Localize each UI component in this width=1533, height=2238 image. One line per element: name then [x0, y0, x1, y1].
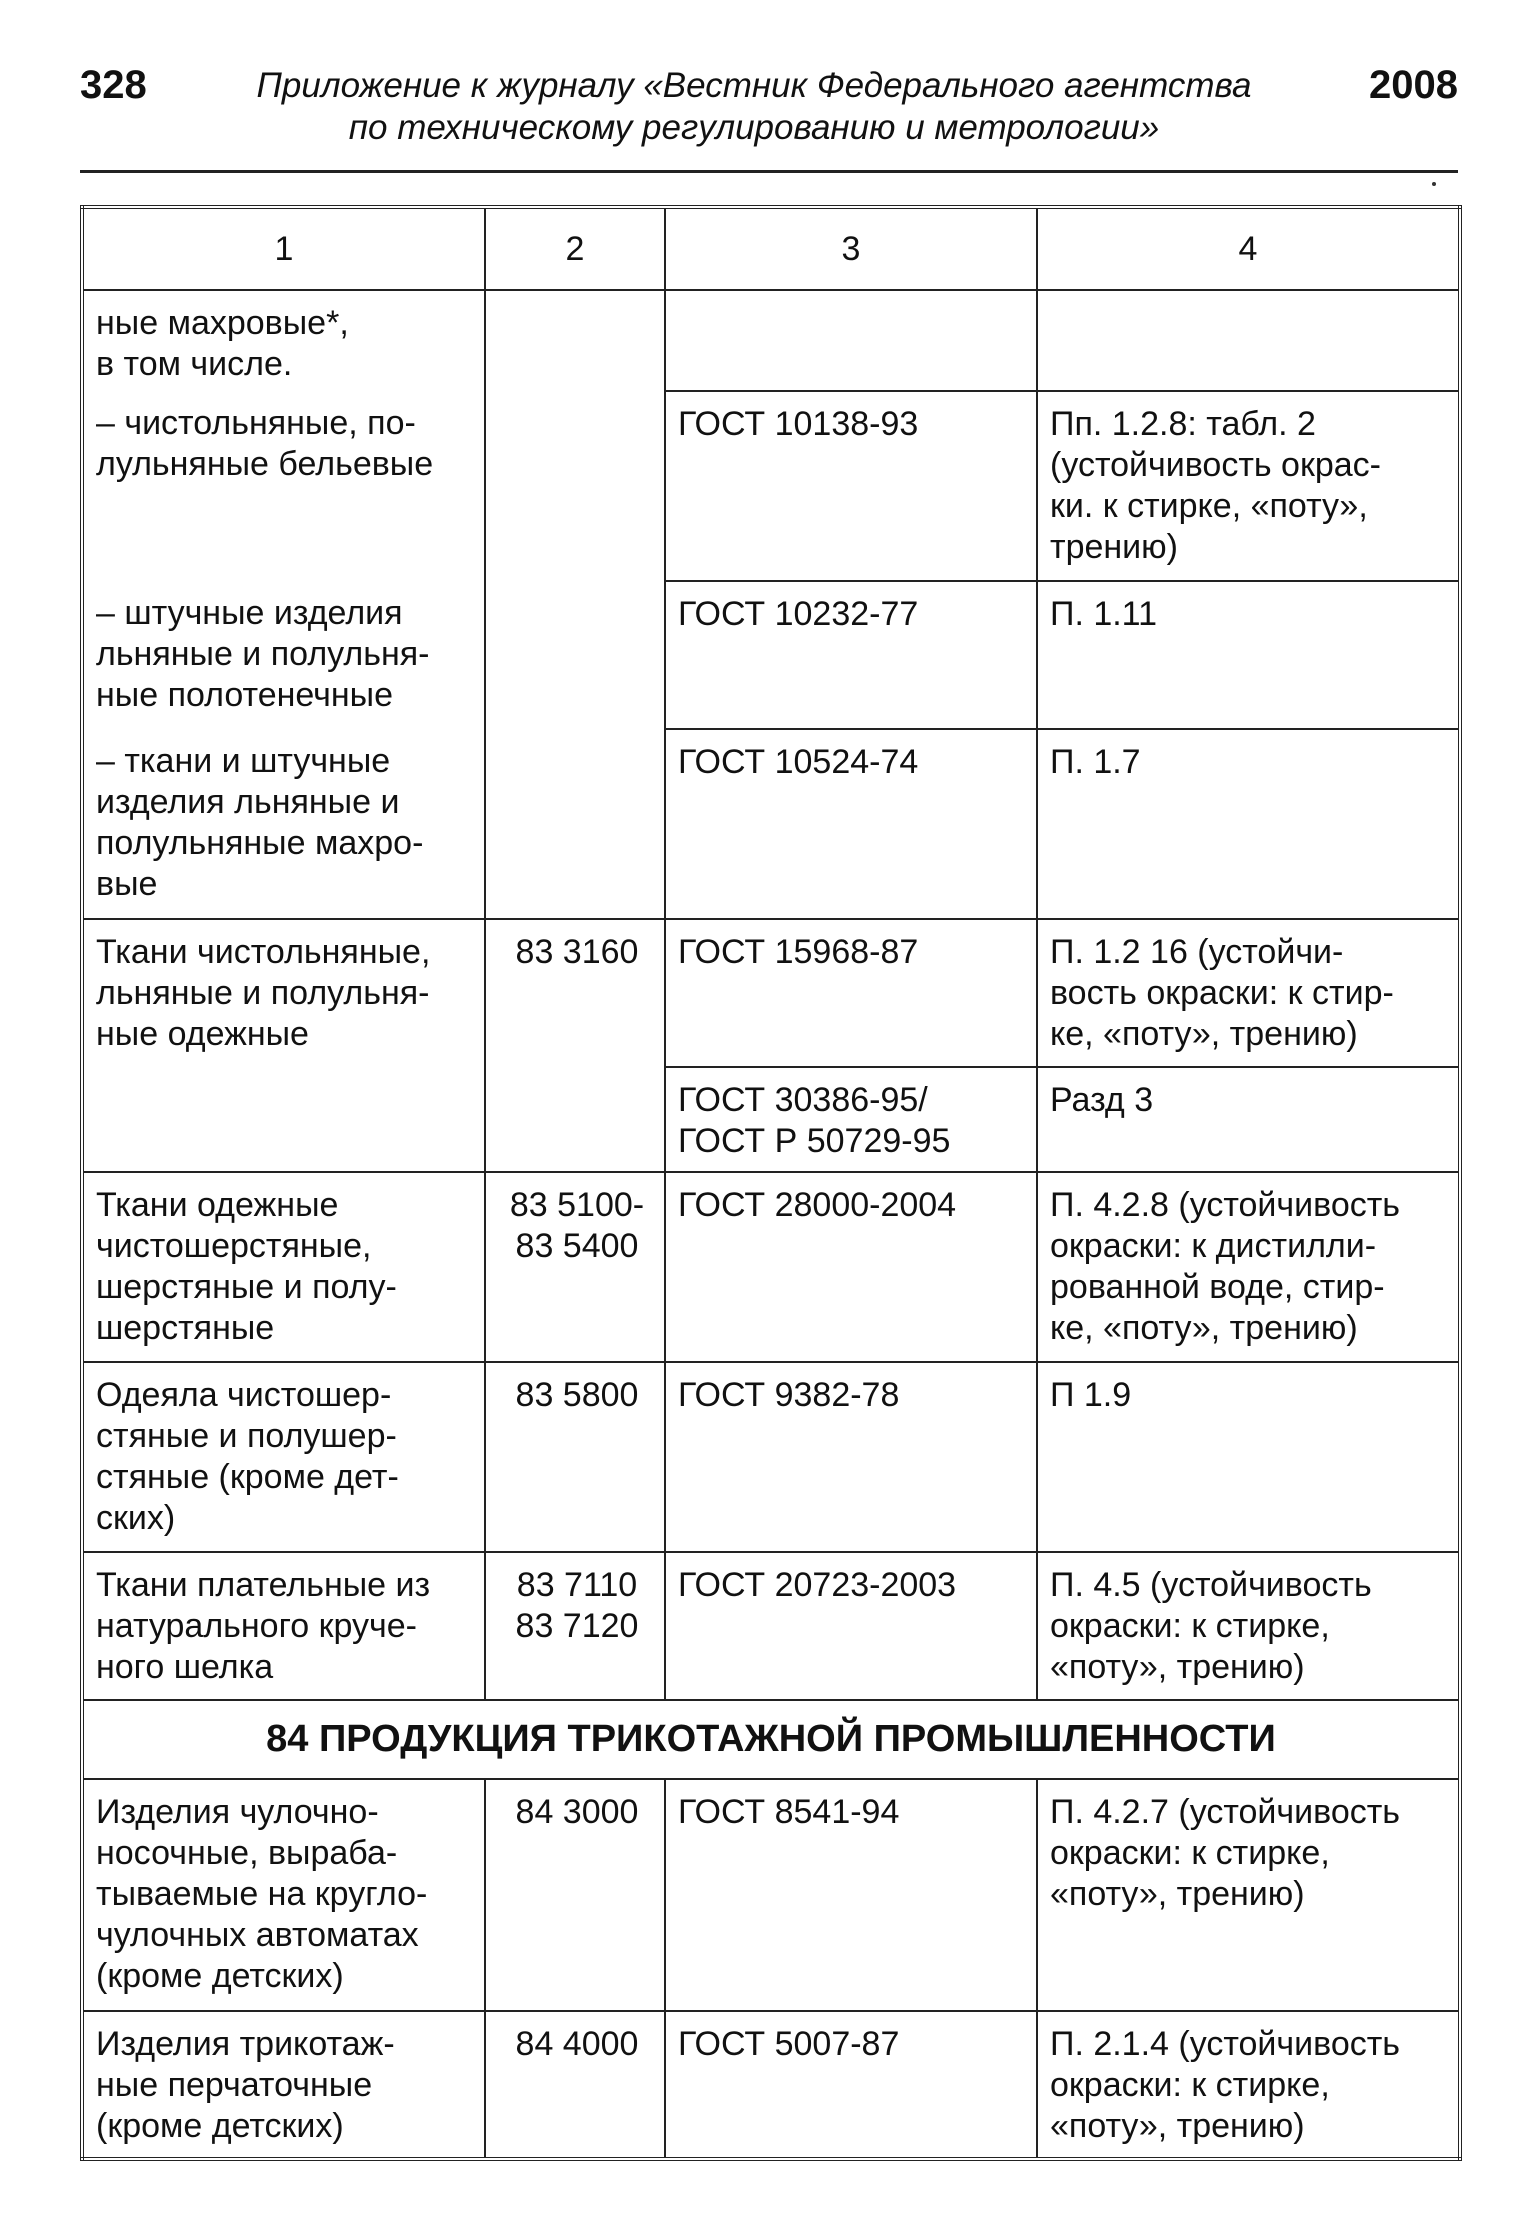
clause-text: Пп. 1.2.8: табл. 2 (устойчивость окрас- ки. к стирке, «поту», трению) [1050, 405, 1381, 566]
product-text: ные махровые*, в том числе. [96, 304, 349, 383]
column-header-4: 4 [1037, 207, 1460, 290]
standard-cell [665, 2011, 1037, 2159]
table-row [82, 1172, 1460, 1362]
table-row [82, 2011, 1460, 2159]
standard-cell [665, 1362, 1037, 1552]
clause-text: П. 1.11 [1050, 595, 1157, 633]
clause-cell [1037, 1067, 1460, 1172]
clause-cell [1037, 1552, 1460, 1700]
standard-cell [665, 729, 1037, 919]
standard-cell [665, 290, 1037, 391]
table-row [82, 290, 1460, 391]
standard-cell [665, 919, 1037, 1067]
clause-text: П. 4.2.8 (устойчивость окраски: к дистилли- рованной воде, стир- ке, «поту», трению) [1050, 1186, 1401, 1347]
code-cell [485, 1552, 665, 1700]
publication-year: 2008 [1369, 63, 1458, 107]
standard-cell [665, 581, 1037, 729]
table-header-row [82, 207, 1460, 290]
journal-title-line-2: по техническому регулированию и метрологии» [348, 108, 1160, 147]
clause-cell [1037, 1362, 1460, 1552]
page-header [80, 55, 1458, 165]
standard-cell [665, 1067, 1037, 1172]
code-cell [485, 2011, 665, 2159]
product-cell [82, 2011, 485, 2159]
clause-cell [1037, 290, 1460, 391]
standards-table [80, 205, 1462, 2161]
standard-cell [665, 1552, 1037, 1700]
product-text: Изделия чулочно- носочные, выраба- тываемые на кругло- чулочных автоматах (кроме детских) [96, 1793, 428, 1995]
journal-title [190, 65, 1318, 149]
clause-text: П. 4.2.7 (устойчивость окраски: к стирке, «поту», трению) [1050, 1793, 1401, 1913]
standard-text: ГОСТ 30386-95/ ГОСТ Р 50729-95 [678, 1081, 951, 1160]
clause-cell [1037, 919, 1460, 1067]
table-row [82, 391, 1460, 581]
column-header-2: 2 [485, 207, 665, 290]
product-text: Ткани чистольняные, льняные и полульня- ные одежные [96, 933, 431, 1053]
code-cell [485, 919, 665, 1172]
product-cell [82, 729, 485, 919]
table-row [82, 1779, 1460, 2011]
standard-text: ГОСТ 8541-94 [678, 1793, 900, 1831]
table-row [82, 1552, 1460, 1700]
journal-title-line-1: Приложение к журналу «Вестник Федерального агентства [256, 66, 1252, 105]
product-text: – чистольняные, по- лульняные бельевые [96, 404, 434, 483]
column-header-3: 3 [665, 207, 1037, 290]
code-text: 84 4000 [515, 2025, 639, 2063]
clause-text: П. 1.2 16 (устойчи- вость окраски: к стир- ке, «поту», трению) [1050, 933, 1394, 1053]
print-speck [1432, 182, 1436, 186]
table-row [82, 729, 1460, 919]
standard-text: ГОСТ 28000-2004 [678, 1186, 957, 1224]
table-row [82, 1362, 1460, 1552]
standard-text: ГОСТ 9382-78 [678, 1376, 900, 1414]
code-cell [485, 1362, 665, 1552]
section-heading: 84 ПРОДУКЦИЯ ТРИКОТАЖНОЙ ПРОМЫШЛЕННОСТИ [82, 1700, 1460, 1779]
header-rule [80, 170, 1458, 173]
clause-cell [1037, 1172, 1460, 1362]
standard-cell [665, 1172, 1037, 1362]
product-text: Изделия трикотаж- ные перчаточные (кроме детских) [96, 2025, 395, 2145]
table-row [82, 919, 1460, 1067]
clause-cell [1037, 729, 1460, 919]
product-cell [82, 581, 485, 729]
clause-cell [1037, 581, 1460, 729]
clause-text: П 1.9 [1050, 1376, 1132, 1414]
clause-cell [1037, 2011, 1460, 2159]
section-row [82, 1700, 1460, 1779]
product-cell [82, 1362, 485, 1552]
standard-cell [665, 391, 1037, 581]
code-cell [485, 290, 665, 919]
standard-cell [665, 1779, 1037, 2011]
clause-text: П. 2.1.4 (устойчивость окраски: к стирке, «поту», трению) [1050, 2025, 1401, 2145]
standard-text: ГОСТ 5007-87 [678, 2025, 900, 2063]
product-cell [82, 391, 485, 581]
page-number: 328 [80, 63, 147, 107]
code-cell [485, 1779, 665, 2011]
code-text: 84 3000 [515, 1793, 639, 1831]
clause-cell [1037, 1779, 1460, 2011]
table-row [82, 581, 1460, 729]
product-cell [82, 1172, 485, 1362]
product-cell [82, 1552, 485, 1700]
standard-text: ГОСТ 20723-2003 [678, 1566, 957, 1604]
code-cell [485, 1172, 665, 1362]
clause-text: П. 1.7 [1050, 743, 1141, 781]
clause-text: Разд 3 [1050, 1081, 1154, 1119]
clause-text: П. 4.5 (устойчивость окраски: к стирке, «поту», трению) [1050, 1566, 1372, 1686]
product-text: Одеяла чистошер- стяные и полушер- стяные (кроме дет- ских) [96, 1376, 399, 1537]
code-text: 83 7110 83 7120 [515, 1566, 639, 1645]
code-text: 83 3160 [515, 933, 639, 971]
product-text: – штучные изделия льняные и полульня- ные полотенечные [96, 594, 430, 714]
product-cell [82, 1779, 485, 2011]
product-text: Ткани одежные чистошерстяные, шерстяные и полу- шерстяные [96, 1186, 397, 1347]
code-text: 83 5100- 83 5400 [509, 1186, 645, 1265]
product-text: Ткани плательные из натурального круче- ного шелка [96, 1566, 431, 1686]
standard-text: ГОСТ 10232-77 [678, 595, 919, 633]
column-header-1: 1 [82, 207, 485, 290]
product-cell [82, 919, 485, 1172]
product-text: – ткани и штучные изделия льняные и полульняные махро- вые [96, 742, 424, 903]
clause-cell [1037, 391, 1460, 581]
product-cell [82, 290, 485, 391]
standard-text: ГОСТ 15968-87 [678, 933, 919, 971]
standard-text: ГОСТ 10524-74 [678, 743, 919, 781]
code-text: 83 5800 [515, 1376, 639, 1414]
standard-text: ГОСТ 10138-93 [678, 405, 919, 443]
